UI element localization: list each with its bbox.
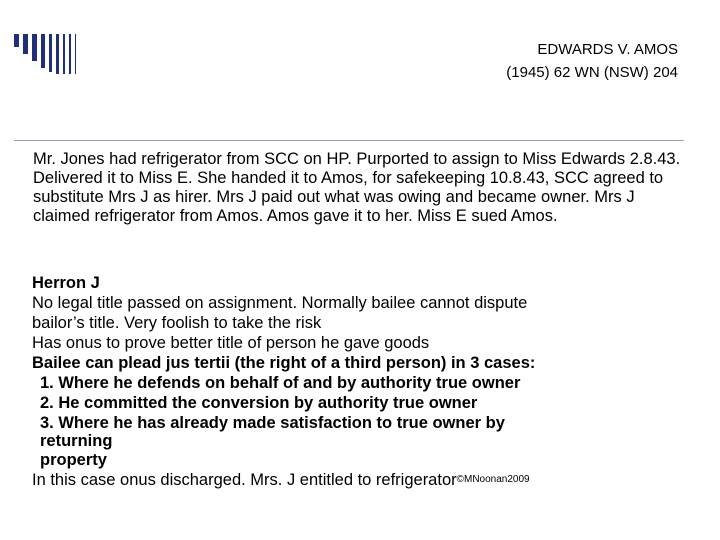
title-line-1: EDWARDS V. AMOS xyxy=(537,41,678,58)
case-facts: Mr. Jones had refrigerator from SCC on HP. Purported to assign to Miss Edwards 2.8.43. Delivered it to Miss E. She handed it to Amos, for safekeeping 10.8.43, SCC agreed to substitute Mrs J as hirer. Mrs J paid out what was owing and became owner. Mrs J claimed refrigerator from Amos. Amos gave it to her. Miss E sued Amos. xyxy=(33,150,681,225)
divider xyxy=(14,140,684,141)
judgment xyxy=(32,273,702,490)
copyright-notice: ©MNoonan2009 xyxy=(456,474,530,485)
decorative-bar xyxy=(69,34,71,74)
point-2: Has onus to prove better title of person he gave goods xyxy=(32,334,430,352)
case-3-continued-2: property xyxy=(40,451,107,469)
conclusion-line xyxy=(32,470,702,490)
case-1: 1. Where he defends on behalf of and by authority true owner xyxy=(40,374,521,392)
point-1: No legal title passed on assignment. Normally bailee cannot dispute xyxy=(32,294,528,312)
title-line-2: (1945) 62 WN (NSW) 204 xyxy=(506,64,678,81)
decorative-bar xyxy=(75,34,76,74)
slide-title xyxy=(506,38,678,84)
decorative-bar xyxy=(41,34,45,68)
point-3: Bailee can plead jus tertii (the right of a third person) in 3 cases: xyxy=(32,354,536,372)
decorative-bar xyxy=(49,34,52,72)
case-2: 2. He committed the conversion by authority true owner xyxy=(40,394,478,412)
case-3: 3. Where he has already made satisfaction to true owner by xyxy=(40,414,505,432)
decorative-bar xyxy=(63,34,65,74)
point-1-continued: bailor’s title. Very foolish to take the risk xyxy=(32,314,322,332)
decorative-bar xyxy=(14,34,19,47)
judge-name: Herron J xyxy=(32,274,100,292)
decorative-bar xyxy=(32,34,37,61)
decorative-bar xyxy=(23,34,28,54)
conclusion: In this case onus discharged. Mrs. J entitled to refrigerator xyxy=(32,471,457,489)
case-3-continued: returning xyxy=(40,432,113,450)
decorative-bar xyxy=(56,34,59,74)
